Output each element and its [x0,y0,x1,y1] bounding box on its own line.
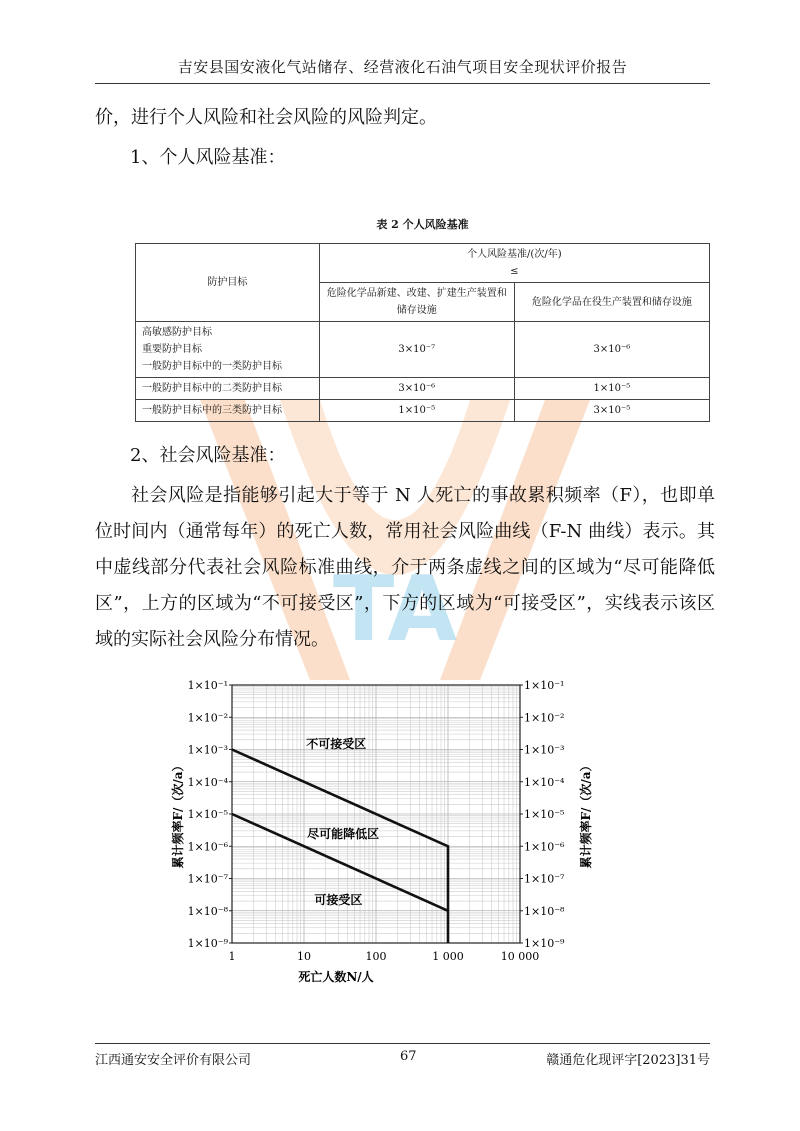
table-cell-new: 1×10⁻⁵ [319,400,514,422]
footer-page-number: 67 [400,1049,417,1064]
y-tick-label-right: 1×10⁻⁷ [524,872,565,886]
x-tick-label: 10 000 [500,950,540,963]
section-heading-individual-risk: 1、个人风险基准： [130,147,286,168]
x-tick-label: 1 [228,950,236,963]
y-tick-label: 1×10⁻⁵ [187,808,228,821]
y-axis-label-right: 累计频率F/（次/a） [579,759,593,869]
table-row-target [136,322,320,378]
y-tick-label: 1×10⁻⁸ [187,904,228,918]
section-heading-societal-risk: 2、社会风险基准： [130,445,286,466]
y-tick-label: 1×10⁻¹ [187,679,228,692]
y-tick-label-right: 1×10⁻⁸ [524,904,565,918]
region-label: 尽可能降低区 [307,827,380,842]
y-tick-label-right: 1×10⁻⁶ [524,840,565,854]
region-label: 可接受区 [314,893,363,908]
y-tick-label-right: 1×10⁻² [524,711,565,725]
table-row-target: 一般防护目标中的二类防护目标 [136,378,320,400]
y-tick-label-right: 1×10⁻³ [524,743,565,757]
region-label: 不可接受区 [306,737,367,752]
table-cell-existing: 1×10⁻⁵ [514,378,709,400]
societal-risk-paragraph: 社会风险是指能够引起大于等于 N 人死亡的事故累积频率（F），也即单位时间内（通常每年）的死亡人数，常用社会风险曲线（F-N 曲线）表示。其中虚线部分代表社会风险标准曲线，介于两条虚线之间的区域为“尽可能降低区”，上方的区域为“不可接受区”，下方的区域为“可接受区”，实线表示该区域的实际社会风险分布情况。 [95,485,715,650]
y-tick-label: 1×10⁻⁴ [187,775,228,789]
y-tick-label: 1×10⁻⁹ [187,937,228,950]
y-tick-label-right: 1×10⁻⁹ [524,937,565,950]
footer-doc-number: 赣通危化现评字[2023]31号 [546,1053,710,1068]
table-cell-new: 3×10⁻⁷ [319,322,514,378]
y-tick-label: 1×10⁻³ [187,743,228,757]
table-header-le-symbol: ≤ [510,266,519,277]
y-axis-label: 累计频率F/（次/a） [171,759,185,869]
individual-risk-table [135,243,710,422]
x-tick-label: 10 [297,950,311,963]
target-line: 重要防护目标 [142,344,202,355]
y-tick-label: 1×10⁻⁷ [187,872,228,886]
fn-curve-svg [170,670,650,1005]
table-cell-existing: 3×10⁻⁶ [514,322,709,378]
table-header-group [319,244,709,283]
fn-curve-chart [170,670,650,1005]
table-cell-existing: 3×10⁻⁵ [514,400,709,422]
table-header-target: 防护目标 [136,244,320,322]
y-tick-label: 1×10⁻² [187,711,228,725]
footer-company: 江西通安安全评价有限公司 [95,1053,252,1068]
footer-divider [95,1043,710,1044]
y-tick-label-right: 1×10⁻¹ [524,679,565,692]
x-tick-label: 100 [365,950,387,963]
table-header-group-label: 个人风险基准/(次/年) [467,249,562,260]
y-tick-label-right: 1×10⁻⁵ [524,808,565,821]
x-axis-label: 死亡人数N/人 [298,970,374,984]
target-line: 一般防护目标中的一类防护目标 [142,361,282,372]
y-tick-label-right: 1×10⁻⁴ [524,775,565,789]
table-title: 表 2 个人风险基准 [376,218,469,231]
table-row-target: 一般防护目标中的三类防护目标 [136,400,320,422]
svg-text:TA: TA [332,557,458,662]
x-tick-label: 1 000 [432,950,464,963]
table-cell-new: 3×10⁻⁶ [319,378,514,400]
table-header-col1: 危险化学品新建、改建、扩建生产装置和储存设施 [319,283,514,322]
page-header: 吉安县国安液化气站储存、经营液化石油气项目安全现状评价报告 [95,56,710,84]
table-header-col2: 危险化学品在役生产装置和储存设施 [514,283,709,322]
target-line: 高敏感防护目标 [142,327,212,338]
y-tick-label: 1×10⁻⁶ [187,840,228,854]
intro-paragraph: 价，进行个人风险和社会风险的风险判定。 [95,107,437,128]
